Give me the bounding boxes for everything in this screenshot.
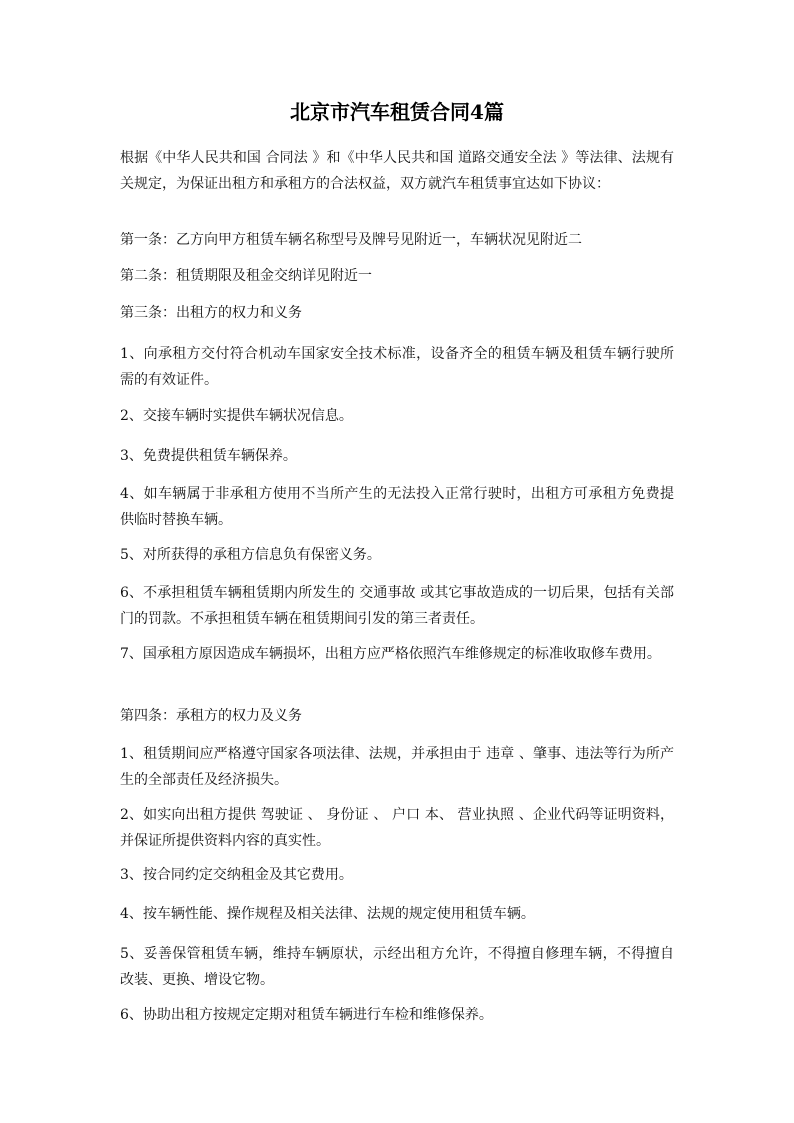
paragraph-article-2: 第二条：租赁期限及租金交纳详见附近一: [120, 268, 372, 284]
document-title: 北京市汽车租赁合同4篇: [290, 100, 504, 124]
paragraph-article-4-heading: 第四条：承租方的权力及义务: [120, 708, 302, 724]
paragraph-article-3-item-4: 4、如车辆属于非承租方使用不当所产生的无法投入正常行驶时，出租方可承租方免费提供临时替换车辆。: [120, 486, 674, 528]
paragraph-article-4-item-2: 2、如实向出租方提供 驾驶证 、 身份证 、 户口 本、 营业执照 、企业代码等证明资料，并保证所提供资料内容的真实性。: [120, 807, 674, 849]
paragraph-article-3-item-5: 5、对所获得的承租方信息负有保密义务。: [120, 547, 381, 563]
paragraph-article-1: 第一条：乙方向甲方租赁车辆名称型号及牌号见附近一，车辆状况见附近二: [120, 232, 582, 248]
paragraph-article-3-heading: 第三条：出租方的权力和义务: [120, 305, 302, 321]
paragraph-article-3-item-6: 6、不承担租赁车辆租赁期内所发生的 交通事故 或其它事故造成的一切后果，包括有关部门的罚款。不承担租赁车辆在租赁期间引发的第三者责任。: [120, 585, 674, 627]
paragraph-article-4-item-5: 5、妥善保管租赁车辆，维持车辆原状，示经出租方允许，不得擅自修理车辆，不得擅自改装、更换、增设它物。: [120, 946, 674, 988]
paragraph-article-3-item-2: 2、交接车辆时实提供车辆状况信息。: [120, 408, 353, 424]
paragraph-preamble: 根据《中华人民共和国 合同法 》和《中华人民共和国 道路交通安全法 》等法律、法规有关规定，为保证出租方和承租方的合法权益，双方就汽车租赁事宜达如下协议：: [120, 150, 674, 192]
paragraph-article-3-item-3: 3、免费提供租赁车辆保养。: [120, 448, 297, 464]
paragraph-article-4-item-3: 3、按合同约定交纳租金及其它费用。: [120, 867, 353, 883]
paragraph-article-4-item-4: 4、按车辆性能、操作规程及相关法律、法规的规定使用租赁车辆。: [120, 906, 535, 922]
paragraph-article-4-item-6: 6、协助出租方按规定定期对租赁车辆进行车检和维修保养。: [120, 1007, 493, 1023]
paragraph-article-4-item-1: 1、租赁期间应严格遵守国家各项法律、法规，并承担由于 违章 、肇事、违法等行为所产生的全部责任及经济损失。: [120, 746, 674, 788]
paragraph-article-3-item-7: 7、国承租方原因造成车辆损坏，出租方应严格依照汽车维修规定的标准收取修车费用。: [120, 646, 661, 662]
paragraph-article-3-item-1: 1、向承租方交付符合机动车国家安全技术标准，设备齐全的租赁车辆及租赁车辆行驶所需的有效证件。: [120, 346, 674, 388]
